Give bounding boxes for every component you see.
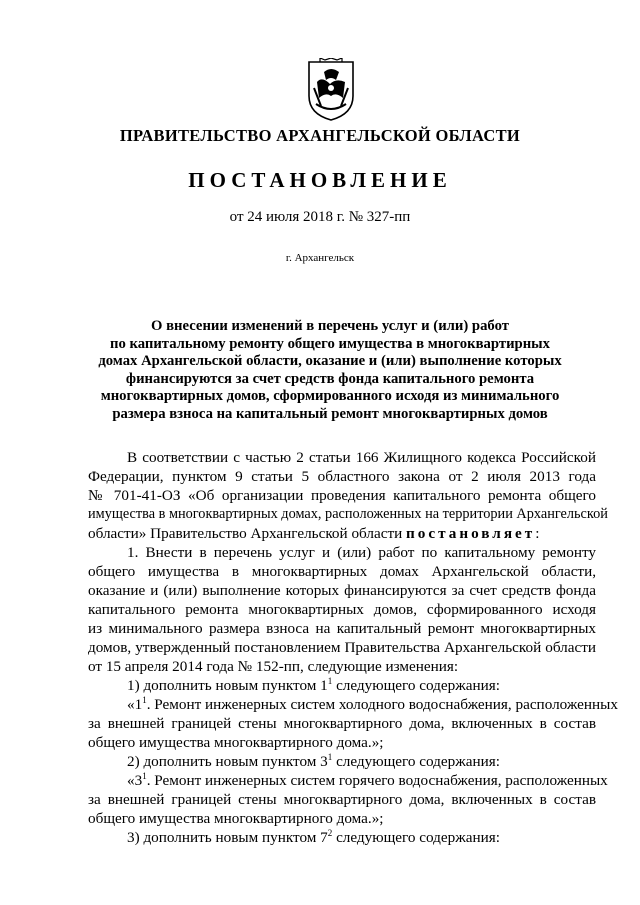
- body-text: :: [535, 525, 540, 542]
- body-line: общего имущества в многоквартирных домах Архангельской области,: [88, 563, 596, 580]
- quoted-line: общего имущества многоквартирного дома.»;: [88, 810, 384, 827]
- list-item: [88, 676, 596, 695]
- body-line: от 15 апреля 2014 года № 152-пп, следующие изменения:: [88, 658, 459, 675]
- superscript: 1: [327, 675, 333, 686]
- document-date-number: от 24 июля 2018 г. № 327-пп: [229, 209, 411, 225]
- list-item-text: 3) дополнить новым пунктом 7: [127, 829, 328, 846]
- quoted-line: общего имущества многоквартирного дома.»;: [88, 734, 384, 751]
- title-line: по капитальному ремонту общего имущества в многоквартирных: [110, 335, 550, 352]
- body-line: из минимального размера взноса на капитальный ремонт многоквартирных: [88, 620, 596, 637]
- body-line: имущества в многоквартирных домах, расположенных на территории Архангельской: [88, 506, 608, 522]
- list-item: [88, 828, 596, 847]
- quoted-line: [88, 770, 608, 790]
- quoted-text: «3: [127, 772, 143, 789]
- quoted-text: . Ремонт инженерных систем холодного водоснабжения, расположенных: [146, 696, 618, 713]
- quoted-line: [88, 694, 618, 714]
- title-line: О внесении изменений в перечень услуг и (или) работ: [151, 318, 509, 334]
- body-line: оказание и (или) выполнение которых финансируются за счет средств фонда: [88, 582, 596, 599]
- quoted-line: за внешней границей стены многоквартирного дома, включенных в состав: [88, 791, 596, 808]
- list-item-text: 1) дополнить новым пунктом 1: [127, 677, 328, 694]
- title-line: размера взноса на капитальный ремонт многоквартирных домов: [112, 405, 548, 422]
- body-text: области» Правительство Архангельской области: [88, 525, 403, 542]
- coat-of-arms-emblem: [306, 58, 356, 122]
- quoted-text: . Ремонт инженерных систем горячего водоснабжения, расположенных: [146, 772, 608, 789]
- document-city: г. Архангельск: [285, 252, 355, 264]
- document-title: [80, 318, 580, 424]
- organization-name: ПРАВИТЕЛЬСТВО АРХАНГЕЛЬСКОЙ ОБЛАСТИ: [119, 126, 521, 145]
- title-line: многоквартирных домов, сформированного исходя из минимального: [100, 388, 560, 405]
- superscript: 1: [142, 770, 147, 781]
- title-line: домах Архангельской области, оказание и (или) выполнение которых: [98, 353, 562, 370]
- body-line: Федерации, пунктом 9 статьи 5 областного закона от 2 июля 2013 года: [88, 468, 596, 485]
- superscript: 1: [327, 751, 333, 762]
- superscript: 1: [142, 694, 147, 705]
- list-item-text: 2) дополнить новым пунктом 3: [127, 753, 328, 770]
- list-item-text: следующего содержания:: [332, 829, 500, 846]
- body-line: домов, утвержденный постановлением Правительства Архангельской области: [88, 639, 596, 656]
- list-item-text: следующего содержания:: [332, 753, 500, 770]
- superscript: 2: [327, 827, 333, 838]
- document-body: [88, 448, 618, 847]
- quoted-line: за внешней границей стены многоквартирного дома, включенных в состав: [88, 715, 596, 732]
- body-line: капитального ремонта многоквартирных домов, сформированного исходя: [88, 601, 596, 618]
- body-line: № 701-41-ОЗ «Об организации проведения капитального ремонта общего: [88, 487, 596, 504]
- document-type: ПОСТАНОВЛЕНИЕ: [188, 168, 452, 192]
- title-line: финансируются за счет средств фонда капитального ремонта: [125, 370, 535, 387]
- body-line: 1. Внести в перечень услуг и (или) работ по капитальному ремонту: [127, 544, 596, 561]
- list-item-text: следующего содержания:: [332, 677, 500, 694]
- decree-keyword: постановляет: [406, 525, 536, 542]
- body-line: [88, 524, 596, 543]
- body-line: В соответствии с частью 2 статьи 166 Жилищного кодекса Российской: [127, 449, 596, 466]
- list-item: [88, 752, 596, 771]
- quoted-text: «1: [127, 696, 143, 713]
